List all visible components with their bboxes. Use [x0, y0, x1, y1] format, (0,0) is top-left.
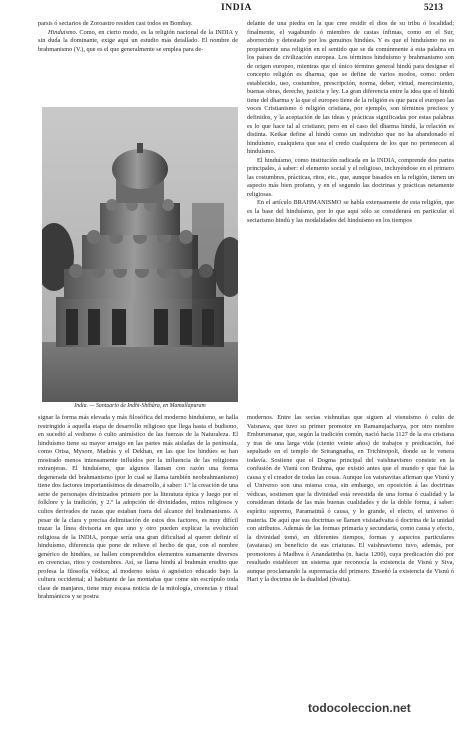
paragraph — [38, 20, 238, 29]
paragraph-text: El hinduísmo, como institución radicada en la INDIA, comprende dos partes principales, á saber: el elemento social y el religioso, incluyéndose en el primero las costumbres, prácticas, ritos, etc., que, aunque basados en la religión, tienen un aspecto más bien profano, y en el segundo las doctrinas y prácticas netamente religiosas. — [247, 156, 454, 198]
paragraph-text: delante de una piedra en la que cree residir el dios de su tribu ó localidad; finalmente, el vagabundo ó miembro de castas ínfimas, como en el Sur, aborrecido y detestado por los genuinos hindúes. Y es que el hinduísmo no es propiamente una religión en el sentido que se da comúnmente á esta palabra en los países de civilización europea. Los términos hinduísmo y brahmanismo son de origen europeo, mientras que el único término general hindú para designar el concepto religión es dharma, que se define de varios modos, como: orden establecido, uso, costumbre, prescripción, norma, deber, virtud, merecimiento, buenas obras, derecho, justicia y ley. La gran diferencia entre la idea que el hindú tiene del dharma y la que el europeo tiene de la religión es que para el europeo las voces Cristianismo ó religión cristiana, por ejemplo, son términos precisos y definidos, y la aceptación de las ideas y prácticas significadas por estas palabras es lo que hace tal al cristiano; pero en el caso del dharma hindú, la relación es distinta. Ketkar define al hindú como un individuo que no ha abandonado el hinduísmo, cualquiera que sea el credo cualquiera de los que no pertenecen al hinduísmo. — [247, 20, 454, 156]
watermark-text: todocoleccion — [308, 701, 390, 715]
temple-photo — [42, 107, 238, 402]
paragraph — [38, 414, 238, 602]
column-bottom-left — [38, 414, 238, 684]
page-header — [0, 3, 473, 17]
paragraph — [38, 29, 238, 55]
column-top-left — [38, 20, 238, 106]
column-bottom-right — [247, 414, 454, 684]
watermark-logo — [308, 701, 411, 715]
watermark-tail: net — [392, 701, 411, 715]
paragraph — [247, 157, 454, 200]
paragraph-text: Como, en cierto modo, es la religión nacional de la INDIA y sin duda la dominante, exige aquí un estudio más detallado. El nombre de brahmanismo (V.), que es el que generalmente se emplea para de- — [38, 28, 238, 53]
paragraph — [247, 20, 454, 157]
page-number: 5213 — [424, 3, 443, 13]
column-right-top — [247, 20, 454, 408]
paragraph — [247, 414, 454, 585]
temple-photo-icon — [42, 107, 238, 402]
paragraph-text: modernos. Entre las sectas vishnuítas que siguen al visnuismo ó culto de Vaisnava, que tuvo su primer promotor en Ramanujacharya, por otro nombre Emburumanar, que, según la tradición común, nació hacia 1127 de la era cristiana y tras de una larga vida (ciento veinte años) de trabajos y predicación, fué sepultado en el templo de Srirangnatha, en Trichinopoli, donde se le venera todavía. Sostiene que el Dogma principal del vaishnavismo consiste en la confusión de Visnú con Brahma, que existió antes que el mundo y que fué la causa y el creador de todas las cosas. Aunque los vaisnavitas afirman que Visnú y el Universo son una misma cosa, sin embargo, en oposición á las doctrinas védicas, sostienen que la divinidad está revestida de una forma ó cualidad y la consideran dotada de las más buenas cualidades y de la doble forma, á saber: espíritu supremo, Paramatmâ ó causa, y lo grande, el efecto, el universo ó materia. De aquí que sus doctrinas se llamen visistadvaita ó doctrina de la unidad con atributos. Además de las formas primaria y secundaria, como causa y efecto, la divinidad tomó, en diferentes tiempos, formas y aspectos particulares (avataras) en beneficio de sus criaturas. El vaishnavismo tuvo, además, por promotores á Madhva ó Anandatirtha (n. hacia 1200), cuya predicación dió por resultado establecer un sistema que reconocía la existencia de Visnú y Siva, aunque proclamando la supremacía del primero. Enseñó la existencia de Visnú ó Hari y la doctrina de la dualidad (dvaita). — [247, 414, 454, 584]
page-title: INDIA — [221, 3, 252, 13]
watermark-dot: . — [389, 701, 393, 715]
paragraph-text: En el artículo BRAHMANISMO se habla extensamente de esta religión, que es la base del hinduísmo, por lo que aquí sólo se considerará en particular el sectarismo hindú y las modalidades del hinduísmo en los tiempos — [247, 199, 454, 224]
photo-caption: India. — Santuario de Indhi-Shthâra, en Mamallapuram — [74, 403, 206, 409]
paragraph-text: parsis ó sectarios de Zoroastro residen casi todos en Bombay. — [38, 20, 193, 27]
paragraph — [247, 199, 454, 225]
paragraph-lead: Hinduismo. — [48, 28, 78, 36]
paragraph-text: signar la forma más elevada y más filosófica del moderno hinduísmo, se halla restringido á aquella etapa de desarrollo religioso que llega hasta el budismo, en sucedió al vedismo ó culto animístico de las fuerzas de la Naturaleza. El hinduísmo tiene su mayor arraigo en las partes más aisladas de la península, como Orisa, Mysore, Madrás y el Dekhan, en las que los hindúes se han mostrado menos intensamente influidos por la influencia de las religiones extranjeras. El hinduísmo, que algunos llaman con razón una forma degenerada del brahmanismo (por lo cual se llama también neobrahmanismo) tiene dos factores importantísimos de desarrollo, á saber: 1.º la creación de una serie de personajes divinizados primero por la literatura épica y luego por el folklore y la tradición, y 2.º la adopción de divinidades, mitos religiosos y cultos derivados de razas que estaban fuera del alcance del brahmanismo. A pesar de la clara y precisa delimitación de estos dos factores, es muy difícil trazar la línea divisoria en que uno y otro pueden explicar la evolución religiosa de la INDIA, porque sería una gran dificultad al querer definir el hinduísmo, diferencia que pone de relieve el hecho de que, con el nombre genérico de hindúes, se hallen comprendidos elementos sumamente diversos en creencias, ritos y costumbres. Así, se llama hindú al brahmán erudito que profesa la filosofía védica; al moderno teísta ó agnóstico educado bajo la cultura occidental; al habitante de las montañas que come sin escrúpulo toda clase de manjares, tiene muy escasa noticia de la mitología, creencias y ritual brahmánicos y se postra — [38, 414, 238, 601]
